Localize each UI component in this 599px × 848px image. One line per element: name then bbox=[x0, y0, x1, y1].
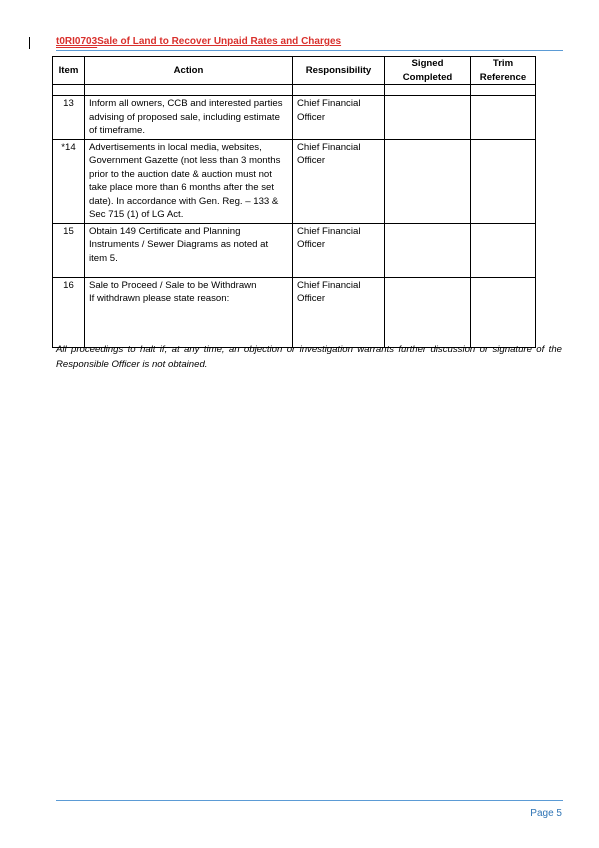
trim-reference-cell[interactable] bbox=[471, 96, 536, 140]
header-rule bbox=[56, 50, 563, 51]
col-header-trim-line2: Reference bbox=[479, 71, 527, 83]
responsibility-cell: Chief Financial Officer bbox=[293, 277, 385, 347]
responsibility-cell: Chief Financial Officer bbox=[293, 139, 385, 223]
trim-reference-cell[interactable] bbox=[471, 139, 536, 223]
item-number: *14 bbox=[53, 139, 85, 223]
spacer-cell bbox=[385, 85, 471, 96]
action-cell: Advertisements in local media, websites, Government Gazette (not less than 3 months prior to the auction date & auction must not take place more than 6 months after the set date). In accordance with Gen. Reg. – 133 & Sec 715 (1) of LG Act. bbox=[85, 139, 293, 223]
procedure-table bbox=[52, 56, 536, 348]
item-number: 16 bbox=[53, 277, 85, 347]
spacer-cell bbox=[293, 85, 385, 96]
action-line: If withdrawn please state reason: bbox=[89, 293, 230, 304]
trim-reference-cell[interactable] bbox=[471, 277, 536, 347]
action-cell: Obtain 149 Certificate and Planning Instruments / Sewer Diagrams as noted at item 5. bbox=[85, 223, 293, 277]
footer-rule bbox=[56, 800, 563, 801]
text-cursor bbox=[29, 37, 30, 49]
spacer-cell bbox=[471, 85, 536, 96]
table-spacer-row bbox=[53, 85, 536, 96]
doc-code: t0RI0703 bbox=[56, 36, 98, 47]
action-cell bbox=[85, 277, 293, 347]
signed-completed-cell[interactable] bbox=[385, 223, 471, 277]
col-header-action: Action bbox=[85, 57, 293, 85]
col-header-trim-reference bbox=[471, 57, 536, 85]
col-header-signed-line2: Completed bbox=[402, 71, 453, 83]
signed-completed-cell[interactable] bbox=[385, 139, 471, 223]
responsibility-cell: Chief Financial Officer bbox=[293, 96, 385, 140]
table-row bbox=[53, 277, 536, 347]
responsibility-cell: Chief Financial Officer bbox=[293, 223, 385, 277]
spacer-cell bbox=[53, 85, 85, 96]
action-cell: Inform all owners, CCB and interested parties advising of proposed sale, including estimate of timeframe. bbox=[85, 96, 293, 140]
table-row bbox=[53, 96, 536, 140]
table-row bbox=[53, 223, 536, 277]
signed-completed-cell[interactable] bbox=[385, 96, 471, 140]
col-header-signed-completed bbox=[385, 57, 471, 85]
col-header-trim-line1: Trim bbox=[492, 58, 514, 69]
action-line: Sale to Proceed / Sale to be Withdrawn bbox=[89, 279, 257, 291]
page-number: Page 5 bbox=[530, 808, 562, 819]
trim-reference-cell[interactable] bbox=[471, 223, 536, 277]
col-header-responsibility: Responsibility bbox=[293, 57, 385, 85]
doc-title: Sale of Land to Recover Unpaid Rates and Charges bbox=[97, 36, 342, 47]
table-row bbox=[53, 139, 536, 223]
table-header-row bbox=[53, 57, 536, 85]
item-number: 13 bbox=[53, 96, 85, 140]
spacer-cell bbox=[85, 85, 293, 96]
document-header bbox=[56, 36, 341, 47]
item-number: 15 bbox=[53, 223, 85, 277]
footnote: All proceedings to halt if, at any time, an objection or investigation warrants further discussion or signature of the Responsible Officer is not obtained. bbox=[56, 344, 562, 370]
col-header-signed-line1: Signed bbox=[411, 58, 444, 69]
signed-completed-cell[interactable] bbox=[385, 277, 471, 347]
col-header-item: Item bbox=[53, 57, 85, 85]
